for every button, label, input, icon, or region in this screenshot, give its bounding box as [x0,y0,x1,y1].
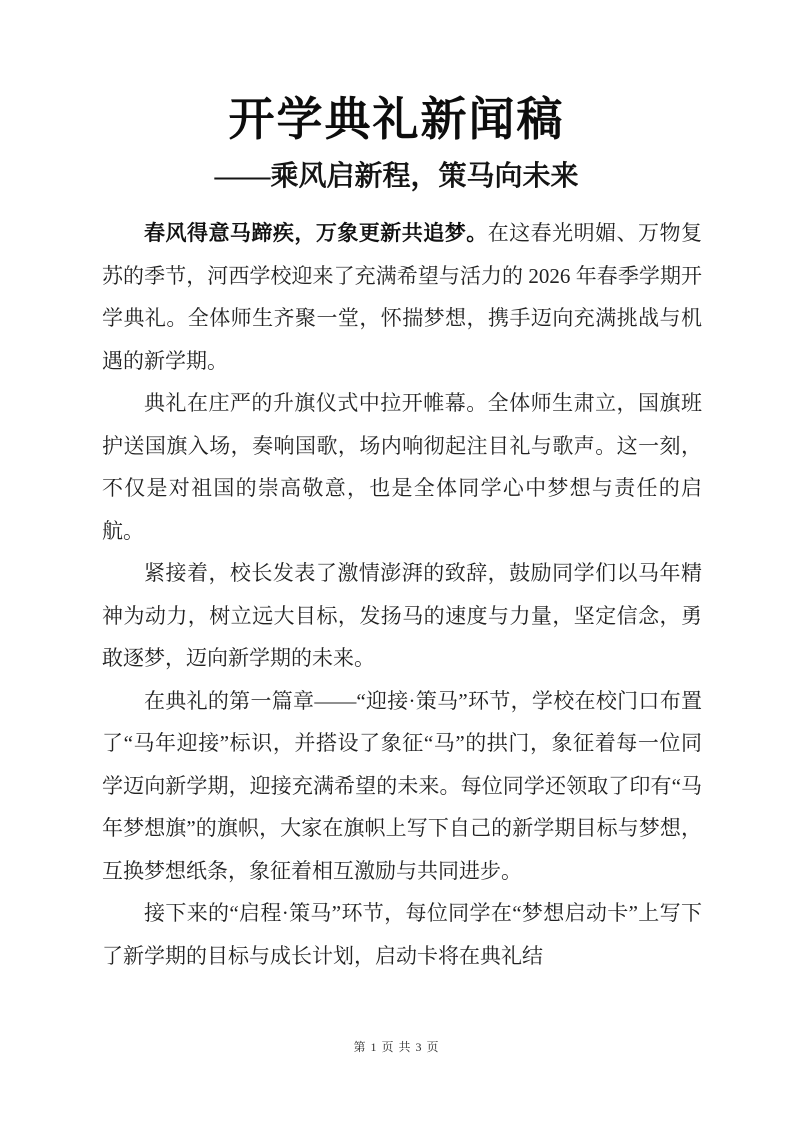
paragraph-3 [102,552,702,680]
document-body [102,212,702,977]
paragraph-4 [102,680,702,893]
paragraph-1-text: 在这春光明媚、万物复苏的季节，河西学校迎来了充满希望与活力的 2026 年春季学期开学典礼。全体师生齐聚一堂，怀揣梦想，携手迈向充满挑战与机遇的新学期。 [102,221,703,373]
paragraph-4-text: 在典礼的第一篇章——“迎接·策马”环节，学校在校门口布置了“马年迎接”标识，并搭设了象征“马”的拱门，象征着每一位同学迈向新学期，迎接充满希望的未来。每位同学还领取了印有“马年梦想旗”的旗帜，大家在旗帜上写下自己的新学期目标与梦想，互换梦想纸条，象征着相互激励与共同进步。 [102,688,702,883]
paragraph-5 [102,892,702,977]
page-number-label: 第 1 页 共 3 页 [353,1040,440,1054]
page-footer [0,1038,793,1055]
paragraph-5-text: 接下来的“启程·策马”环节，每位同学在“梦想启动卡”上写下了新学期的目标与成长计划，启动卡将在典礼结 [102,901,702,968]
paragraph-1 [102,212,702,382]
paragraph-2-text: 典礼在庄严的升旗仪式中拉开帷幕。全体师生肃立，国旗班护送国旗入场，奏响国歌，场内响彻起注目礼与歌声。这一刻，不仅是对祖国的崇高敬意，也是全体同学心中梦想与责任的启航。 [102,391,702,543]
document-title: 开学典礼新闻稿 [228,94,565,145]
paragraph-2 [102,382,702,552]
document-subtitle: ——乘风启新程，策马向未来 [214,161,579,192]
paragraph-3-text: 紧接着，校长发表了激情澎湃的致辞，鼓励同学们以马年精神为动力，树立远大目标，发扬马的速度与力量，坚定信念，勇敢逐梦，迈向新学期的未来。 [102,561,702,670]
paragraph-1-lead: 春风得意马蹄疾，万象更新共追梦。 [144,221,488,245]
